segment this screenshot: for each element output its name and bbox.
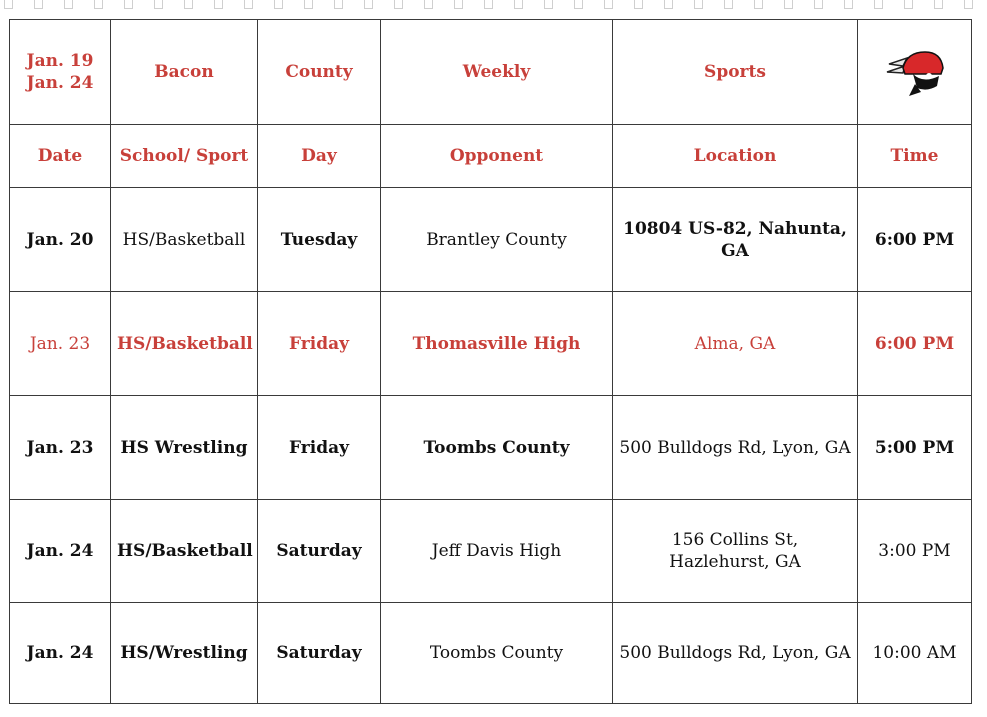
cell-date: Jan. 23 (10, 396, 111, 500)
cell-time: 6:00 PM (858, 292, 972, 396)
column-header-day: Day (258, 125, 381, 188)
binder-ring (844, 0, 853, 9)
cell-sport: HS/Basketball (111, 500, 258, 603)
cell-sport: HS/Wrestling (111, 603, 258, 704)
column-header-time: Time (858, 125, 972, 188)
column-header-opponent: Opponent (381, 125, 613, 188)
cell-opponent: Thomasville High (381, 292, 613, 396)
binder-ring-strip (0, 0, 987, 12)
cell-opponent: Toombs County (381, 603, 613, 704)
table-row (10, 396, 972, 500)
binder-ring (544, 0, 553, 9)
cell-time: 6:00 PM (858, 188, 972, 292)
cell-opponent: Brantley County (381, 188, 613, 292)
binder-ring (604, 0, 613, 9)
cell-location: 500 Bulldogs Rd, Lyon, GA (613, 603, 858, 704)
binder-ring (664, 0, 673, 9)
binder-ring (394, 0, 403, 9)
date-range (10, 20, 111, 125)
binder-ring (754, 0, 763, 9)
cell-sport: HS/Basketball (111, 292, 258, 396)
binder-ring (304, 0, 313, 9)
cell-sport: HS Wrestling (111, 396, 258, 500)
binder-ring (184, 0, 193, 9)
binder-ring (904, 0, 913, 9)
binder-ring (244, 0, 253, 9)
cell-time: 3:00 PM (858, 500, 972, 603)
cell-day: Friday (258, 292, 381, 396)
table-row (10, 500, 972, 603)
binder-ring (724, 0, 733, 9)
title-word-sports: Sports (613, 20, 858, 125)
title-word-weekly: Weekly (381, 20, 613, 125)
binder-ring (34, 0, 43, 9)
cell-opponent: Jeff Davis High (381, 500, 613, 603)
cell-location: 156 Collins St, Hazlehurst, GA (613, 500, 858, 603)
cell-location: Alma, GA (613, 292, 858, 396)
cell-location: 10804 US-82, Nahunta, GA (613, 188, 858, 292)
title-word-county: County (258, 20, 381, 125)
column-header-date: Date (10, 125, 111, 188)
cell-date: Jan. 24 (10, 603, 111, 704)
viking-mascot-icon (883, 46, 947, 98)
column-header-school-sport: School/ Sport (111, 125, 258, 188)
cell-time: 10:00 AM (858, 603, 972, 704)
binder-ring (4, 0, 13, 9)
binder-ring (934, 0, 943, 9)
binder-ring (454, 0, 463, 9)
table-row (10, 603, 972, 704)
table-row (10, 188, 972, 292)
binder-ring (514, 0, 523, 9)
cell-date: Jan. 24 (10, 500, 111, 603)
binder-ring (124, 0, 133, 9)
cell-day: Friday (258, 396, 381, 500)
binder-ring (634, 0, 643, 9)
binder-ring (154, 0, 163, 9)
column-header-row (10, 125, 972, 188)
weekly-sports-schedule-table (9, 19, 972, 704)
date-range-end: Jan. 24 (26, 73, 94, 93)
binder-ring (64, 0, 73, 9)
binder-ring (424, 0, 433, 9)
binder-ring (574, 0, 583, 9)
binder-ring (364, 0, 373, 9)
cell-day: Saturday (258, 500, 381, 603)
cell-time: 5:00 PM (858, 396, 972, 500)
binder-ring (214, 0, 223, 9)
cell-location: 500 Bulldogs Rd, Lyon, GA (613, 396, 858, 500)
binder-ring (274, 0, 283, 9)
table-row (10, 292, 972, 396)
binder-ring (484, 0, 493, 9)
cell-day: Saturday (258, 603, 381, 704)
binder-ring (874, 0, 883, 9)
date-range-start: Jan. 19 (26, 51, 94, 71)
cell-date: Jan. 23 (10, 292, 111, 396)
binder-ring (784, 0, 793, 9)
cell-opponent: Toombs County (381, 396, 613, 500)
binder-ring (814, 0, 823, 9)
column-header-location: Location (613, 125, 858, 188)
binder-ring (94, 0, 103, 9)
title-word-bacon: Bacon (111, 20, 258, 125)
binder-ring (334, 0, 343, 9)
title-row (10, 20, 972, 125)
logo-cell (858, 20, 972, 125)
cell-day: Tuesday (258, 188, 381, 292)
binder-ring (694, 0, 703, 9)
cell-date: Jan. 20 (10, 188, 111, 292)
cell-sport: HS/Basketball (111, 188, 258, 292)
binder-ring (964, 0, 973, 9)
